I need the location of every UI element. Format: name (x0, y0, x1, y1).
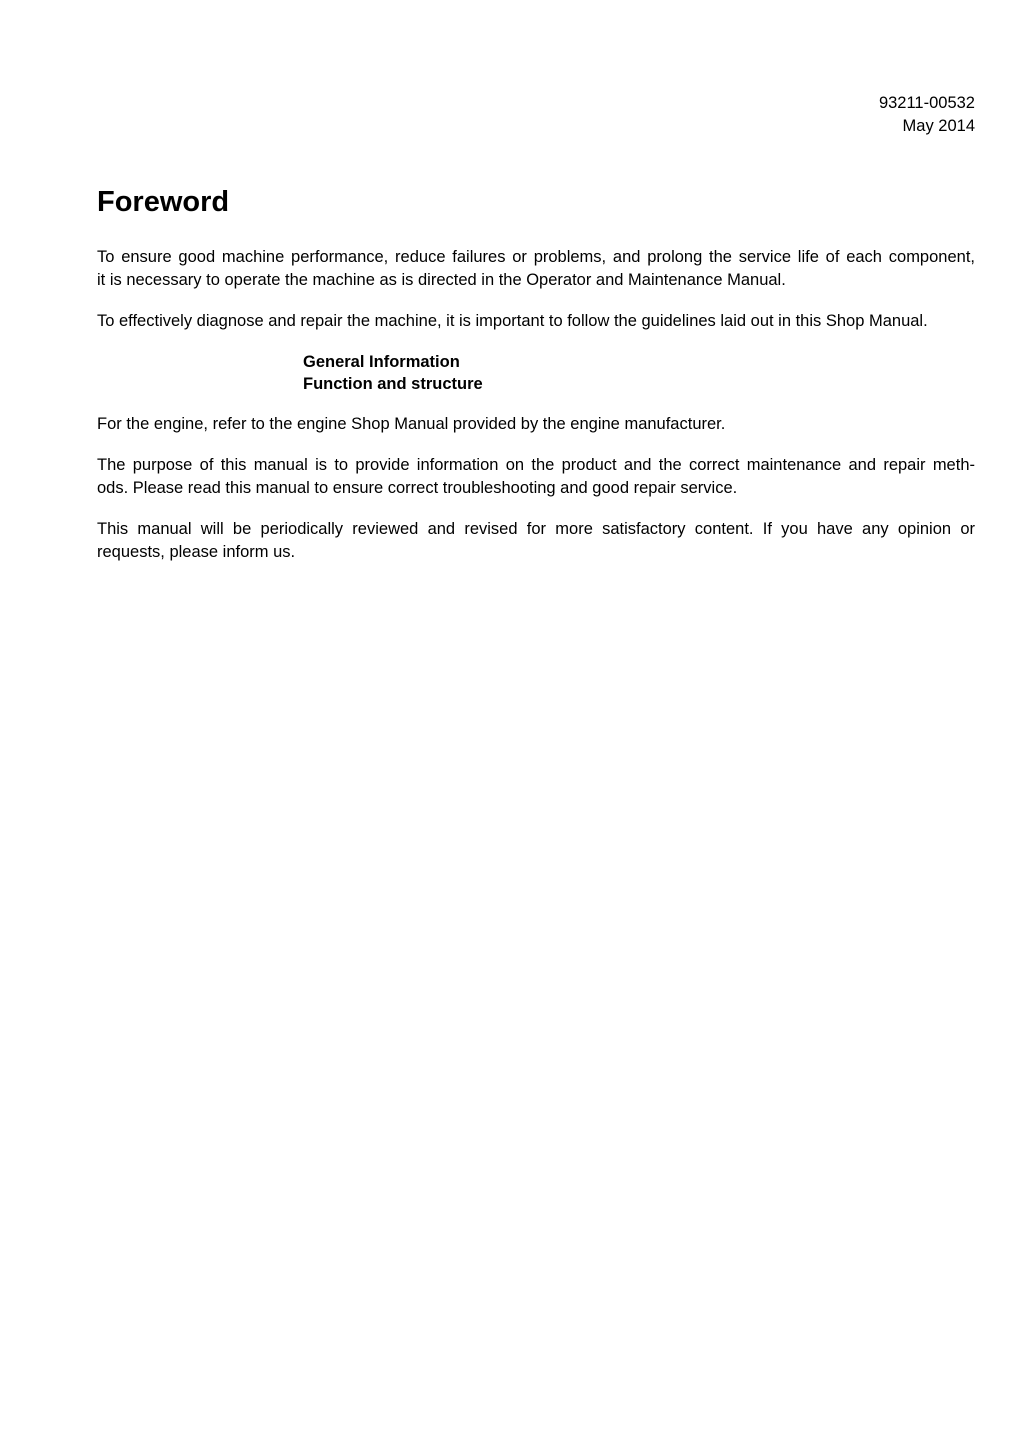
reference-line-function-structure: Function and structure (303, 375, 483, 393)
paragraph-engine-reference (97, 413, 975, 436)
reference-line-general-information: General Information (303, 353, 460, 371)
doc-date: May 2014 (902, 117, 975, 135)
paragraph-manual-purpose (97, 454, 975, 500)
paragraph-line: it is necessary to operate the machine as is directed in the Operator and Maintenance Manual. (97, 271, 786, 289)
doc-number: 93211-00532 (878, 94, 975, 112)
paragraph-diagnose-repair (97, 310, 975, 333)
paragraph-line: The purpose of this manual is to provide information on the product and the correct maintenance and repair meth- (97, 456, 975, 474)
manual-sections-reference (303, 351, 975, 395)
paragraph-machine-performance (97, 246, 975, 292)
document-meta (97, 92, 975, 138)
page-title: Foreword (97, 186, 230, 218)
paragraph-periodic-review (97, 518, 975, 564)
paragraph-line: requests, please inform us. (97, 543, 296, 561)
paragraph-line: For the engine, refer to the engine Shop Manual provided by the engine manufacturer. (97, 415, 726, 433)
paragraph-line: This manual will be periodically reviewed and revised for more satisfactory content. If you have any opinion or (97, 520, 975, 538)
paragraph-line: ods. Please read this manual to ensure correct troubleshooting and good repair service. (97, 479, 738, 497)
paragraph-line: To ensure good machine performance, reduce failures or problems, and prolong the service life of each component, (97, 248, 975, 266)
paragraph-line: To effectively diagnose and repair the machine, it is important to follow the guidelines laid out in this Shop Manual. (97, 312, 928, 330)
